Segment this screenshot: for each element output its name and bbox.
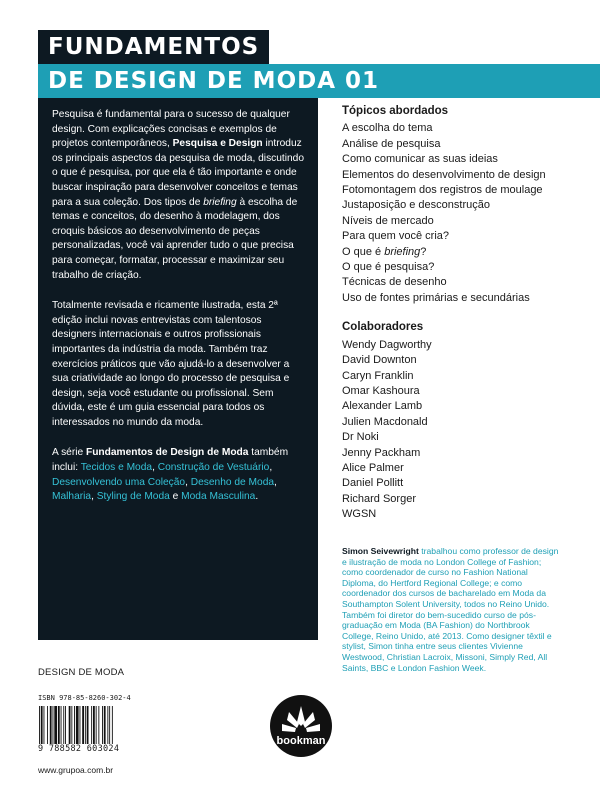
collaborator-item: Jenny Packham bbox=[342, 446, 421, 459]
separator: . bbox=[255, 491, 259, 503]
barcode-bar bbox=[112, 706, 113, 744]
barcode-bar bbox=[69, 706, 71, 744]
separator: e bbox=[169, 491, 182, 503]
barcode-bar bbox=[93, 706, 95, 744]
italic-term: briefing bbox=[384, 245, 421, 258]
series-title: Desenho de Moda bbox=[190, 476, 275, 488]
barcode-bar bbox=[76, 706, 79, 744]
barcode-bar bbox=[65, 706, 66, 744]
collaborators-heading: Colaboradores bbox=[342, 321, 424, 334]
text-span: A série bbox=[52, 447, 86, 459]
italic-term: briefing bbox=[203, 196, 237, 208]
author-name: Simon Seivewright bbox=[342, 546, 419, 556]
barcode-bar bbox=[74, 706, 75, 744]
barcode-bar bbox=[54, 706, 57, 744]
barcode-bar bbox=[47, 706, 48, 744]
collaborator-item: Omar Kashoura bbox=[342, 384, 420, 397]
collaborator-item: Alexander Lamb bbox=[342, 400, 423, 413]
barcode-bar bbox=[53, 706, 54, 744]
topic-item: A escolha do tema bbox=[342, 122, 433, 135]
barcode bbox=[38, 706, 156, 744]
series-title: Malharia bbox=[52, 491, 92, 503]
collaborator-item: Alice Palmer bbox=[342, 461, 404, 474]
author-bio bbox=[342, 546, 560, 673]
series-title: Desenvolvendo uma Coleção bbox=[52, 476, 186, 488]
topic-item: Fotomontagem dos registros de moulage bbox=[342, 184, 543, 197]
barcode-bar bbox=[107, 706, 108, 744]
isbn-label: ISBN 978-85-8260-302-4 bbox=[38, 694, 131, 702]
separator: , bbox=[269, 462, 273, 474]
topic-item: Como comunicar as suas ideias bbox=[342, 153, 498, 166]
topic-item: Justaposição e desconstrução bbox=[342, 199, 490, 212]
book-title: Pesquisa e Design bbox=[172, 138, 263, 150]
barcode-bar bbox=[87, 706, 89, 744]
barcode-bar bbox=[61, 706, 62, 744]
barcode-bar bbox=[109, 706, 110, 744]
series-title: Styling de Moda bbox=[96, 491, 170, 503]
collaborator-item: Julien Macdonald bbox=[342, 415, 428, 428]
topics-list bbox=[342, 121, 577, 306]
description-paragraph-3 bbox=[52, 446, 307, 504]
barcode-bar bbox=[85, 706, 86, 744]
description-paragraph-1 bbox=[52, 108, 307, 283]
collaborators-list bbox=[342, 338, 577, 523]
text-span: também inclui: bbox=[52, 447, 289, 474]
website-url: www.grupoa.com.br bbox=[38, 765, 114, 775]
barcode-bar bbox=[102, 706, 103, 744]
barcode-bar bbox=[104, 706, 106, 744]
series-title: Moda Masculina bbox=[181, 491, 256, 503]
collaborator-item: Wendy Dagworthy bbox=[342, 338, 432, 351]
barcode-bar bbox=[63, 706, 64, 744]
barcode-bar bbox=[41, 706, 43, 744]
publisher-logo bbox=[269, 694, 333, 758]
topic-item: Técnicas de desenho bbox=[342, 276, 447, 289]
topic-item: Elementos do desenvolvimento de design bbox=[342, 168, 546, 181]
topics-heading: Tópicos abordados bbox=[342, 105, 449, 117]
collaborator-item: Caryn Franklin bbox=[342, 369, 414, 382]
description-text bbox=[52, 108, 307, 521]
barcode-bar bbox=[44, 706, 45, 744]
collaborator-item: WGSN bbox=[342, 508, 377, 521]
barcode-bar bbox=[80, 706, 81, 744]
barcode-bar bbox=[39, 706, 40, 744]
title-line-2: DE DESIGN DE MODA 01 bbox=[38, 64, 600, 98]
topic-item: Uso de fontes primárias e secundárias bbox=[342, 291, 530, 304]
text-span: O que é bbox=[342, 245, 385, 258]
topic-item: Análise de pesquisa bbox=[342, 137, 441, 150]
series-name: Fundamentos de Design de Moda bbox=[85, 447, 249, 459]
barcode-bar bbox=[71, 706, 72, 744]
barcode-digits: 9 788582 603024 bbox=[38, 744, 120, 754]
text-span: à escolha de temas e conceitos, do desenho à modelagem, dos croquis básicos ao desenvolvimento de peças personalizadas, você vai aprender tudo o que precisa para começar, formatar, processar e maximizar seu trabalho de criação. bbox=[52, 196, 298, 281]
barcode-bar bbox=[50, 706, 52, 744]
author-bio-text: trabalhou como professor de design e ilustração de moda no London College of Fashion; como coordenador de curso no Fashion National Diploma, do Hertford Regional College; e como coordenador dos cursos de bacharelado em Moda da Southampton Solent University, todos no Reino Unido. Também foi diretor do bem-sucedido curso de pós-graduação em Moda (BA Fashion) do Northbrook College, Reino Unido, até 2013. Como designer têxtil e stylist, Simon tinha entre seus clientes Vivienne Westwood, Christian Lacroix, Missoni, Simply Red, All Saints, BBC e London Fashion Week. bbox=[342, 546, 559, 673]
series-title: Construção de Vestuário bbox=[157, 462, 270, 474]
text-span: introduz os principais aspectos da pesquisa de moda, discutindo o que é pesquisa, por que ela é tão importante e onde buscar inspiração para desenvolver conceitos e temas para a sua coleção. Dos tipos de bbox=[52, 138, 305, 208]
publisher-name: bookman bbox=[276, 735, 326, 747]
description-paragraph-2: Totalmente revisada e ricamente ilustrada, esta 2ª edição inclui novas entrevistas com talentosos designers internacionais e outros profissionais importantes da indústria da moda. Também traz exercícios práticos que vão ajudá-lo a desenvolver a sua criatividade ao longo do processo de pesquisa e design, seja você estudante ou profissional. Sem dúvida, este é um guia essencial para todos os interessados no mundo da moda. bbox=[52, 300, 290, 428]
text-span: ? bbox=[420, 245, 427, 258]
barcode-bar bbox=[58, 706, 60, 744]
title-line-1: FUNDAMENTOS bbox=[38, 30, 269, 64]
barcode-bar bbox=[91, 706, 92, 744]
collaborator-item: Richard Sorger bbox=[342, 492, 416, 505]
separator: , bbox=[274, 476, 277, 488]
separator: , bbox=[185, 476, 191, 488]
topic-item bbox=[342, 245, 577, 260]
barcode-bar bbox=[82, 706, 84, 744]
topic-item: Para quem você cria? bbox=[342, 230, 449, 243]
category-label: DESIGN DE MODA bbox=[38, 667, 125, 678]
barcode-bar bbox=[96, 706, 97, 744]
separator: , bbox=[152, 462, 158, 474]
collaborator-item: David Downton bbox=[342, 354, 417, 367]
text-span: Pesquisa é fundamental para o sucesso de qualquer design. Com explicações concisas e exemplos de projetos contemporâneos, bbox=[52, 109, 290, 150]
right-column bbox=[342, 104, 577, 523]
collaborator-item: Daniel Pollitt bbox=[342, 477, 404, 490]
series-title: Tecidos e Moda bbox=[80, 462, 153, 474]
topic-item: Níveis de mercado bbox=[342, 214, 434, 227]
barcode-bar bbox=[98, 706, 99, 744]
collaborator-item: Dr Noki bbox=[342, 431, 379, 444]
separator: , bbox=[91, 491, 97, 503]
topic-item: O que é pesquisa? bbox=[342, 261, 435, 274]
